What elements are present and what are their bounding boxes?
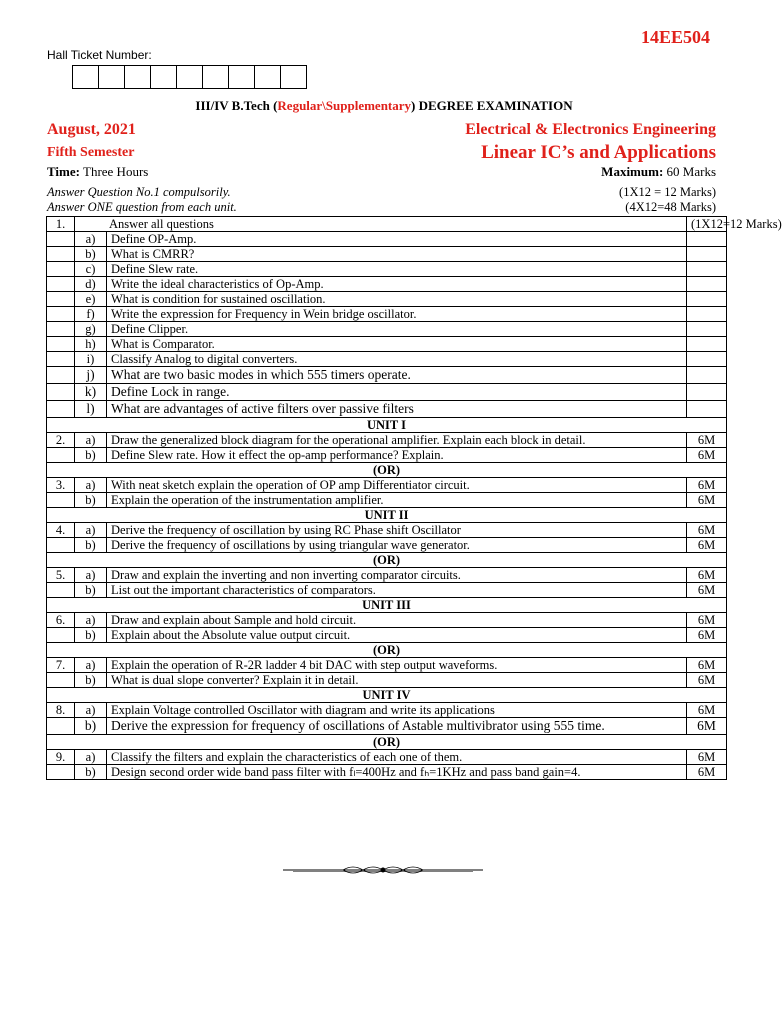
question-number bbox=[47, 538, 75, 553]
section-header bbox=[47, 598, 727, 613]
question-marks bbox=[687, 307, 727, 322]
question-row bbox=[47, 322, 727, 337]
question-sub: d) bbox=[75, 277, 107, 292]
question-text: Draw the generalized block diagram for the operational amplifier. Explain each block in detail. bbox=[107, 433, 687, 448]
question-text: Derive the frequency of oscillation by using RC Phase shift Oscillator bbox=[107, 523, 687, 538]
question-text: Draw and explain about Sample and hold circuit. bbox=[107, 613, 687, 628]
question-number bbox=[47, 583, 75, 598]
question-marks: 6M bbox=[687, 765, 727, 780]
question-number bbox=[47, 277, 75, 292]
question-marks: 6M bbox=[687, 448, 727, 463]
question-row bbox=[47, 337, 727, 352]
section-header bbox=[47, 643, 727, 658]
instruction-1-marks: (1X12 = 12 Marks) bbox=[619, 185, 716, 199]
question-number: 7. bbox=[47, 658, 75, 673]
question-text: Classify Analog to digital converters. bbox=[107, 352, 687, 367]
question-number bbox=[47, 292, 75, 307]
question-text: What is condition for sustained oscillation. bbox=[107, 292, 687, 307]
question-sub: a) bbox=[75, 523, 107, 538]
subject-title: Linear IC’s and Applications bbox=[481, 142, 716, 163]
question-marks bbox=[687, 277, 727, 292]
question-text: Classify the filters and explain the characteristics of each one of them. bbox=[107, 750, 687, 765]
question-number bbox=[47, 262, 75, 277]
question-row bbox=[47, 262, 727, 277]
question-number: 4. bbox=[47, 523, 75, 538]
question-number: 6. bbox=[47, 613, 75, 628]
question-text: Write the ideal characteristics of Op-Amp. bbox=[107, 277, 687, 292]
instruction-2: Answer ONE question from each unit. bbox=[47, 200, 237, 214]
question-table bbox=[46, 216, 782, 780]
question-marks: 6M bbox=[687, 583, 727, 598]
question-number bbox=[47, 232, 75, 247]
hall-ticket-label: Hall Ticket Number: bbox=[47, 48, 152, 62]
hall-ticket-box bbox=[254, 65, 281, 89]
hall-ticket-box bbox=[98, 65, 125, 89]
question-number bbox=[47, 367, 75, 384]
question-text: With neat sketch explain the operation of OP amp Differentiator circuit. bbox=[107, 478, 687, 493]
exam-prefix: III/IV B.Tech ( bbox=[195, 98, 278, 113]
question-sub: g) bbox=[75, 322, 107, 337]
question-row bbox=[47, 583, 727, 598]
question-row bbox=[47, 307, 727, 322]
hall-ticket-box bbox=[176, 65, 203, 89]
exam-title bbox=[0, 98, 768, 114]
question-text: Explain Voltage controlled Oscillator with diagram and write its applications bbox=[107, 703, 687, 718]
question-sub: b) bbox=[75, 765, 107, 780]
section-header bbox=[47, 418, 727, 433]
question-sub: b) bbox=[75, 583, 107, 598]
question-number bbox=[47, 337, 75, 352]
question-row bbox=[47, 384, 727, 401]
question-text: Define Clipper. bbox=[107, 322, 687, 337]
hall-ticket-box bbox=[202, 65, 229, 89]
question-number bbox=[47, 384, 75, 401]
question-sub: f) bbox=[75, 307, 107, 322]
question-row bbox=[47, 493, 727, 508]
question-marks: 6M bbox=[687, 433, 727, 448]
question-marks bbox=[687, 337, 727, 352]
question-number: 1. bbox=[47, 217, 75, 232]
instruction-1: Answer Question No.1 compulsorily. bbox=[47, 185, 231, 199]
question-text: What is dual slope converter? Explain it in detail. bbox=[107, 673, 687, 688]
section-header-text: UNIT I bbox=[47, 418, 727, 433]
section-header-text: (OR) bbox=[47, 735, 727, 750]
question-text: Explain the operation of the instrumentation amplifier. bbox=[107, 493, 687, 508]
question-number bbox=[47, 765, 75, 780]
question-marks: 6M bbox=[687, 673, 727, 688]
question-marks: 6M bbox=[687, 703, 727, 718]
question-row bbox=[47, 448, 727, 463]
section-header-text: (OR) bbox=[47, 643, 727, 658]
question-text: What is Comparator. bbox=[107, 337, 687, 352]
question-marks bbox=[687, 401, 727, 418]
question-marks bbox=[687, 322, 727, 337]
question-row bbox=[47, 352, 727, 367]
question-sub: l) bbox=[75, 401, 107, 418]
question-sub: a) bbox=[75, 568, 107, 583]
question-number: 2. bbox=[47, 433, 75, 448]
question-sub: e) bbox=[75, 292, 107, 307]
question-row bbox=[47, 367, 727, 384]
section-header bbox=[47, 553, 727, 568]
question-row bbox=[47, 765, 727, 780]
question-row bbox=[47, 478, 727, 493]
time-info bbox=[47, 164, 148, 180]
question-text: Explain the operation of R-2R ladder 4 bit DAC with step output waveforms. bbox=[107, 658, 687, 673]
question-text: Draw and explain the inverting and non inverting comparator circuits. bbox=[107, 568, 687, 583]
question-sub: c) bbox=[75, 262, 107, 277]
question-text: List out the important characteristics of comparators. bbox=[107, 583, 687, 598]
question-row bbox=[47, 277, 727, 292]
question-row bbox=[47, 703, 727, 718]
time-value: Three Hours bbox=[83, 164, 149, 179]
question-marks: 6M bbox=[687, 478, 727, 493]
question-text: Define Lock in range. bbox=[107, 384, 687, 401]
question-sub: a) bbox=[75, 433, 107, 448]
section-header bbox=[47, 508, 727, 523]
question-row bbox=[47, 628, 727, 643]
section-header-text: (OR) bbox=[47, 553, 727, 568]
question-text: What are advantages of active filters over passive filters bbox=[107, 401, 687, 418]
question-sub: b) bbox=[75, 538, 107, 553]
question-row bbox=[47, 217, 727, 232]
question-marks bbox=[687, 262, 727, 277]
question-number: 3. bbox=[47, 478, 75, 493]
question-number bbox=[47, 322, 75, 337]
question-marks: 6M bbox=[687, 568, 727, 583]
question-marks: 6M bbox=[687, 523, 727, 538]
ornament-divider bbox=[283, 860, 483, 880]
question-row bbox=[47, 673, 727, 688]
max-marks bbox=[601, 164, 716, 180]
question-number bbox=[47, 448, 75, 463]
question-number bbox=[47, 352, 75, 367]
question-row bbox=[47, 613, 727, 628]
semester: Fifth Semester bbox=[47, 145, 135, 160]
question-number bbox=[47, 401, 75, 418]
section-header-text: UNIT II bbox=[47, 508, 727, 523]
question-text: Design second order wide band pass filter with fₗ=400Hz and fₕ=1KHz and pass band gain=4. bbox=[107, 765, 687, 780]
question-text: Define Slew rate. How it effect the op-amp performance? Explain. bbox=[107, 448, 687, 463]
question-row bbox=[47, 232, 727, 247]
question-sub: i) bbox=[75, 352, 107, 367]
question-marks bbox=[687, 384, 727, 401]
question-sub: h) bbox=[75, 337, 107, 352]
question-marks bbox=[687, 232, 727, 247]
question-text: Derive the frequency of oscillations by using triangular wave generator. bbox=[107, 538, 687, 553]
question-sub: b) bbox=[75, 718, 107, 735]
question-marks bbox=[687, 292, 727, 307]
question-number bbox=[47, 718, 75, 735]
question-sub: b) bbox=[75, 493, 107, 508]
question-marks: 6M bbox=[687, 718, 727, 735]
question-row bbox=[47, 568, 727, 583]
hall-ticket-box bbox=[280, 65, 307, 89]
question-marks: 6M bbox=[687, 658, 727, 673]
question-marks: 6M bbox=[687, 613, 727, 628]
question-number: 8. bbox=[47, 703, 75, 718]
question-text: Answer all questions bbox=[75, 217, 687, 232]
question-number bbox=[47, 673, 75, 688]
question-marks bbox=[687, 247, 727, 262]
hall-ticket-box bbox=[150, 65, 177, 89]
exam-date: August, 2021 bbox=[47, 121, 136, 138]
question-sub: b) bbox=[75, 247, 107, 262]
section-header bbox=[47, 688, 727, 703]
question-sub: b) bbox=[75, 448, 107, 463]
question-number bbox=[47, 493, 75, 508]
question-sub: a) bbox=[75, 703, 107, 718]
exam-mode: Regular\Supplementary bbox=[277, 98, 412, 113]
paper-code: 14EE504 bbox=[641, 27, 711, 47]
instruction-2-marks: (4X12=48 Marks) bbox=[625, 200, 716, 214]
question-text: Explain about the Absolute value output circuit. bbox=[107, 628, 687, 643]
section-header-text: (OR) bbox=[47, 463, 727, 478]
time-label: Time: bbox=[47, 164, 80, 179]
question-text: Define Slew rate. bbox=[107, 262, 687, 277]
question-marks bbox=[687, 367, 727, 384]
max-label: Maximum: bbox=[601, 164, 664, 179]
question-row bbox=[47, 401, 727, 418]
question-text: What are two basic modes in which 555 timers operate. bbox=[107, 367, 687, 384]
question-sub: a) bbox=[75, 750, 107, 765]
question-row bbox=[47, 750, 727, 765]
hall-ticket-box bbox=[228, 65, 255, 89]
hall-ticket-box bbox=[124, 65, 151, 89]
question-text: What is CMRR? bbox=[107, 247, 687, 262]
hall-ticket-box bbox=[72, 65, 99, 89]
section-header-text: UNIT IV bbox=[47, 688, 727, 703]
question-number: 9. bbox=[47, 750, 75, 765]
question-sub: a) bbox=[75, 478, 107, 493]
question-sub: b) bbox=[75, 628, 107, 643]
question-row bbox=[47, 718, 727, 735]
question-number: 5. bbox=[47, 568, 75, 583]
section-header bbox=[47, 735, 727, 750]
department: Electrical & Electronics Engineering bbox=[465, 121, 716, 138]
question-row bbox=[47, 538, 727, 553]
max-value: 60 Marks bbox=[666, 164, 716, 179]
question-marks: (1X12=12 Marks) bbox=[687, 217, 727, 232]
question-row bbox=[47, 433, 727, 448]
question-sub: a) bbox=[75, 613, 107, 628]
question-marks: 6M bbox=[687, 538, 727, 553]
question-number bbox=[47, 628, 75, 643]
question-sub: a) bbox=[75, 658, 107, 673]
question-number bbox=[47, 247, 75, 262]
question-sub: k) bbox=[75, 384, 107, 401]
question-marks bbox=[687, 352, 727, 367]
question-text: Define OP-Amp. bbox=[107, 232, 687, 247]
question-sub: a) bbox=[75, 232, 107, 247]
section-header bbox=[47, 463, 727, 478]
question-sub: b) bbox=[75, 673, 107, 688]
exam-suffix: ) DEGREE EXAMINATION bbox=[411, 98, 573, 113]
question-row bbox=[47, 658, 727, 673]
question-number bbox=[47, 307, 75, 322]
section-header-text: UNIT III bbox=[47, 598, 727, 613]
question-marks: 6M bbox=[687, 750, 727, 765]
question-text: Write the expression for Frequency in Wein bridge oscillator. bbox=[107, 307, 687, 322]
question-row bbox=[47, 292, 727, 307]
question-row bbox=[47, 523, 727, 538]
question-marks: 6M bbox=[687, 628, 727, 643]
question-text: Derive the expression for frequency of oscillations of Astable multivibrator using 555 time. bbox=[107, 718, 687, 735]
question-sub: j) bbox=[75, 367, 107, 384]
question-marks: 6M bbox=[687, 493, 727, 508]
question-row bbox=[47, 247, 727, 262]
hall-ticket-boxes bbox=[73, 65, 307, 89]
